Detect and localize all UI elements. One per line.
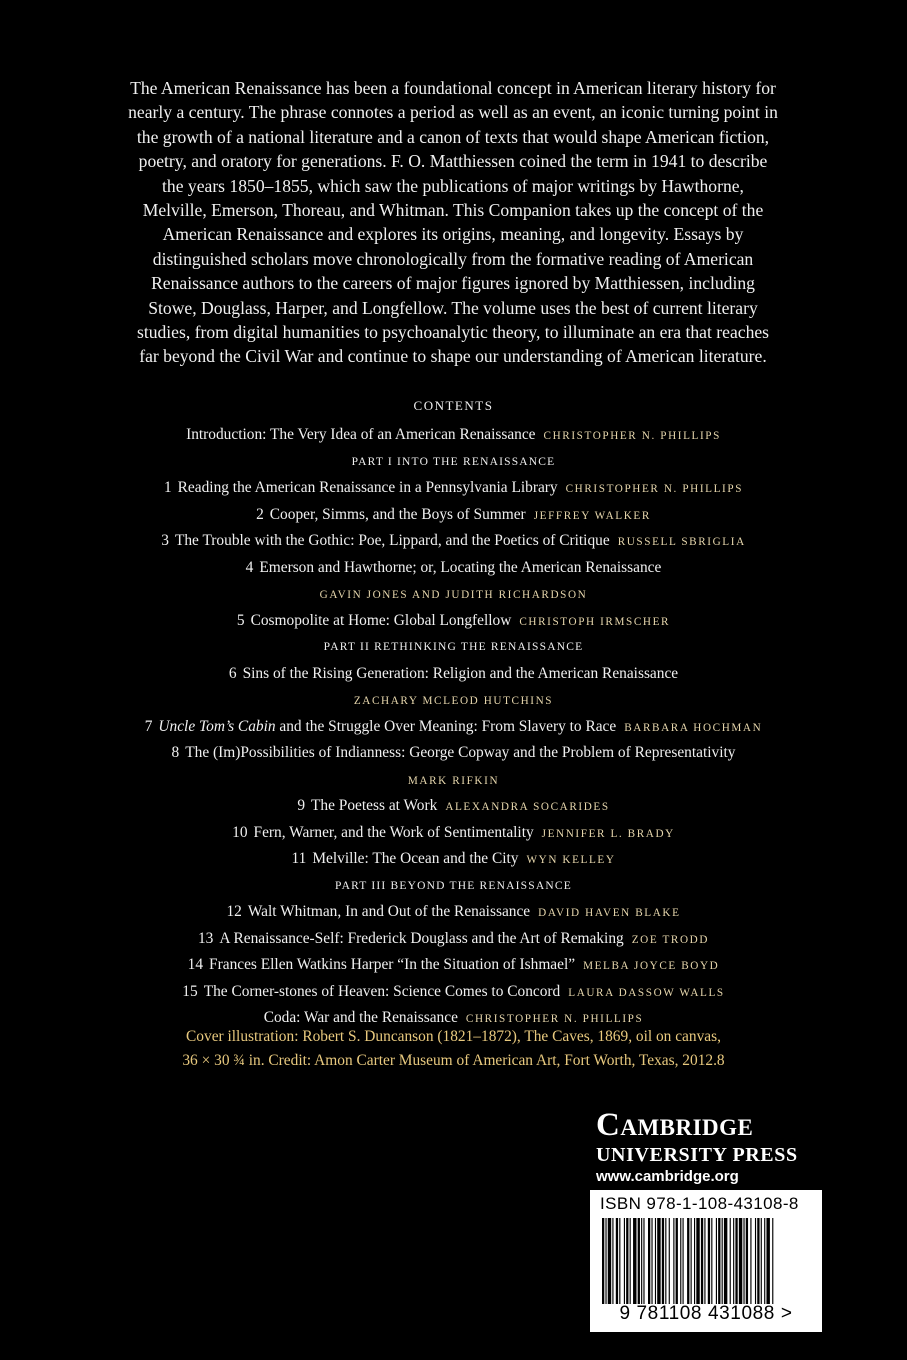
toc-author: CHRISTOPHER N. PHILLIPS xyxy=(565,483,744,495)
chapter-number: 2 xyxy=(256,505,264,523)
toc-title: Melville: The Ocean and the City xyxy=(312,850,519,867)
toc-chapter-15 xyxy=(0,979,907,1006)
barcode-bar xyxy=(711,1218,712,1304)
barcode-bars xyxy=(602,1218,810,1304)
part-heading-1: PART I INTO THE RENAISSANCE xyxy=(351,455,556,468)
barcode-bar xyxy=(683,1218,684,1304)
toc-chapter-12 xyxy=(0,899,907,926)
barcode-bar xyxy=(616,1218,618,1304)
barcode-bar xyxy=(643,1218,644,1304)
toc-author: ZACHARY MCLEOD HUTCHINS xyxy=(353,695,554,707)
toc-author: JENNIFER L. BRADY xyxy=(541,827,675,840)
barcode-bar xyxy=(655,1218,656,1304)
barcode-bar xyxy=(694,1218,695,1304)
barcode-bar xyxy=(669,1218,670,1304)
barcode-bar xyxy=(746,1218,748,1304)
barcode-bar xyxy=(724,1218,727,1304)
barcode-bar xyxy=(772,1218,773,1304)
toc-chapter-11 xyxy=(0,846,907,873)
toc-chapter-3 xyxy=(0,528,907,555)
toc-intro xyxy=(0,422,907,449)
toc-title: The (Im)Possibilities of Indianness: George Copway and the Problem of Representativity xyxy=(185,744,736,761)
toc-author: GAVIN JONES AND JUDITH RICHARDSON xyxy=(319,589,588,601)
toc-title: Reading the American Renaissance in a Pennsylvania Library xyxy=(177,479,558,496)
part-heading-3: PART III BEYOND THE RENAISSANCE xyxy=(335,879,572,892)
toc-chapter-14 xyxy=(0,952,907,979)
credit-line-2: 36 × 30 ¾ in. Credit: Amon Carter Museum of American Art, Fort Worth, Texas, 2012.8 xyxy=(182,1051,725,1069)
toc-author: BARBARA HOCHMAN xyxy=(624,721,763,734)
barcode-bar xyxy=(718,1218,720,1304)
chapter-number: 7 xyxy=(144,717,153,735)
barcode-bar xyxy=(605,1218,606,1304)
toc-author: CHRISTOPH IRMSCHER xyxy=(519,615,671,628)
cover-credit xyxy=(100,1025,807,1072)
part-heading-2: PART II RETHINKING THE RENAISSANCE xyxy=(323,641,584,653)
toc-title: Frances Ellen Watkins Harper “In the Situation of Ishmael” xyxy=(209,956,576,973)
toc-title: Introduction: The Very Idea of an American Renaissance xyxy=(186,426,536,443)
barcode-bar xyxy=(735,1218,737,1304)
toc-title: Cosmopolite at Home: Global Longfellow xyxy=(250,611,512,629)
barcode-bar xyxy=(687,1218,689,1304)
barcode-bar xyxy=(673,1218,674,1304)
barcode-bar xyxy=(662,1218,664,1304)
chapter-number: 9 xyxy=(297,797,306,814)
barcode-bar xyxy=(626,1218,628,1304)
isbn-text: ISBN 978-1-108-43108-8 xyxy=(600,1194,799,1213)
toc-chapter-5 xyxy=(0,608,907,635)
chapter-number: 10 xyxy=(232,823,248,841)
barcode-bar xyxy=(696,1218,699,1304)
toc-title: and the Struggle Over Meaning: From Slavery to Race xyxy=(275,717,617,735)
barcode-bar xyxy=(676,1218,678,1304)
toc-author: CHRISTOPHER N. PHILLIPS xyxy=(543,430,721,442)
barcode-bar xyxy=(657,1218,660,1304)
toc-chapter-9 xyxy=(0,793,907,820)
contents-heading: CONTENTS xyxy=(413,398,494,413)
toc-author: MELBA JOYCE BOYD xyxy=(583,960,720,972)
publisher-name: Cambridge xyxy=(596,1107,754,1143)
toc-chapter-6 xyxy=(0,661,907,688)
toc-chapter-8 xyxy=(0,740,907,767)
toc-chapter-1 xyxy=(0,475,907,502)
barcode-bar xyxy=(619,1218,620,1304)
toc-title-italic: Uncle Tom’s Cabin xyxy=(158,717,276,735)
toc-chapter-6-author-line xyxy=(0,687,907,714)
toc-author: JEFFREY WALKER xyxy=(533,509,651,522)
barcode-bar xyxy=(691,1218,692,1304)
barcode-bar xyxy=(701,1218,703,1304)
barcode-bar xyxy=(651,1218,652,1304)
toc-chapter-8-author-line xyxy=(0,767,907,794)
table-of-contents xyxy=(0,422,907,1032)
toc-chapter-10 xyxy=(0,820,907,847)
chapter-number: 15 xyxy=(182,982,198,1000)
barcode-bar xyxy=(733,1218,734,1304)
toc-chapter-4 xyxy=(0,555,907,582)
toc-author: WYN KELLEY xyxy=(526,854,616,866)
chapter-number: 4 xyxy=(245,558,254,576)
barcode-bar xyxy=(755,1218,756,1304)
toc-title: The Trouble with the Gothic: Poe, Lippard, and the Poetics of Critique xyxy=(174,532,610,549)
toc-author: ALEXANDRA SOCARIDES xyxy=(445,801,610,813)
chapter-number: 13 xyxy=(197,929,214,947)
toc-title: Coda: War and the Renaissance xyxy=(263,1009,458,1026)
toc-chapter-13 xyxy=(0,926,907,953)
toc-title: Walt Whitman, In and Out of the Renaissance xyxy=(247,903,531,920)
credit-line-1: Cover illustration: Robert S. Duncanson (1821–1872), The Caves, 1869, oil on canvas, xyxy=(186,1028,721,1045)
barcode-bar xyxy=(608,1218,611,1304)
barcode-bar xyxy=(630,1218,631,1304)
barcode-bar xyxy=(704,1218,705,1304)
isbn-barcode xyxy=(590,1190,822,1332)
toc-author: CHRISTOPHER N. PHILLIPS xyxy=(465,1013,644,1025)
barcode-bar xyxy=(648,1218,650,1304)
toc-author: ZOE TRODD xyxy=(631,933,709,946)
publisher-imprint xyxy=(596,1106,826,1188)
barcode-bar xyxy=(680,1218,681,1304)
toc-title: A Renaissance-Self: Frederick Douglass and the Art of Remaking xyxy=(219,929,624,947)
barcode-bar xyxy=(761,1218,762,1304)
toc-author: MARK RIFKIN xyxy=(407,774,500,787)
barcode-digits: 9 781108 431088 > xyxy=(619,1303,793,1324)
toc-title: The Corner-stones of Heaven: Science Comes to Concord xyxy=(203,982,561,1000)
chapter-number: 1 xyxy=(163,479,172,496)
barcode-bar xyxy=(638,1218,640,1304)
chapter-number: 12 xyxy=(226,903,242,920)
barcode-bar xyxy=(750,1218,751,1304)
barcode-bar xyxy=(766,1218,769,1304)
chapter-number: 14 xyxy=(187,956,204,973)
chapter-number: 5 xyxy=(236,611,245,629)
barcode-bar xyxy=(641,1218,642,1304)
chapter-number: 6 xyxy=(228,664,237,682)
toc-author: DAVID HAVEN BLAKE xyxy=(538,907,681,919)
barcode-bar xyxy=(602,1218,604,1304)
toc-author: LAURA DASSOW WALLS xyxy=(568,986,725,999)
chapter-number: 3 xyxy=(161,532,169,549)
toc-chapter-2 xyxy=(0,502,907,529)
barcode-bar xyxy=(708,1218,710,1304)
barcode-bar xyxy=(612,1218,613,1304)
barcode-bar xyxy=(764,1218,765,1304)
barcode-bar xyxy=(757,1218,759,1304)
chapter-number: 11 xyxy=(291,850,307,867)
chapter-number: 8 xyxy=(171,744,180,761)
toc-chapter-7 xyxy=(0,714,907,741)
toc-title: Sins of the Rising Generation: Religion and the American Renaissance xyxy=(242,664,679,682)
publisher-subtitle: UNIVERSITY PRESS xyxy=(596,1144,798,1166)
toc-author: RUSSELL SBRIGLIA xyxy=(617,536,746,548)
toc-title: The Poetess at Work xyxy=(311,797,438,814)
barcode-bar xyxy=(716,1218,717,1304)
barcode-bar xyxy=(665,1218,666,1304)
toc-title: Fern, Warner, and the Work of Sentimentality xyxy=(253,823,534,841)
barcode-bar xyxy=(739,1218,742,1304)
barcode-bar xyxy=(624,1218,625,1304)
blurb: The American Renaissance has been a foundational concept in American literary history for nearly a century. The phrase connotes a period as well as an event, an iconic turning point in the growth of a national literature and a canon of texts that would shape American fiction, poetry, and oratory for generations. F. O. Matthiessen coined the term in 1941 to describe the years 1850–1855, which saw the publications of major writings by Hawthorne, Melville, Emerson, Thoreau, and Whitman. This Companion takes up the concept of the American Renaissance and explores its origins, meaning, and longevity. Essays by distinguished scholars move chronologically from the formative reading of American Renaissance authors to the careers of major figures ignored by Matthiessen, including Stowe, Douglass, Harper, and Longfellow. The volume uses the best of current literary studies, from digital humanities to psychoanalytic theory, to illuminate an era that reaches far beyond the Civil War and continue to shape our understanding of American literature. xyxy=(128,78,778,367)
barcode-bar xyxy=(730,1218,731,1304)
barcode-bar xyxy=(743,1218,744,1304)
barcode-bar xyxy=(633,1218,636,1304)
publisher-url: www.cambridge.org xyxy=(596,1168,739,1185)
toc-title: Emerson and Hawthorne; or, Locating the American Renaissance xyxy=(259,558,662,576)
toc-title: Cooper, Simms, and the Boys of Summer xyxy=(269,505,526,523)
toc-chapter-4-author-line xyxy=(0,581,907,608)
barcode-bar xyxy=(722,1218,723,1304)
